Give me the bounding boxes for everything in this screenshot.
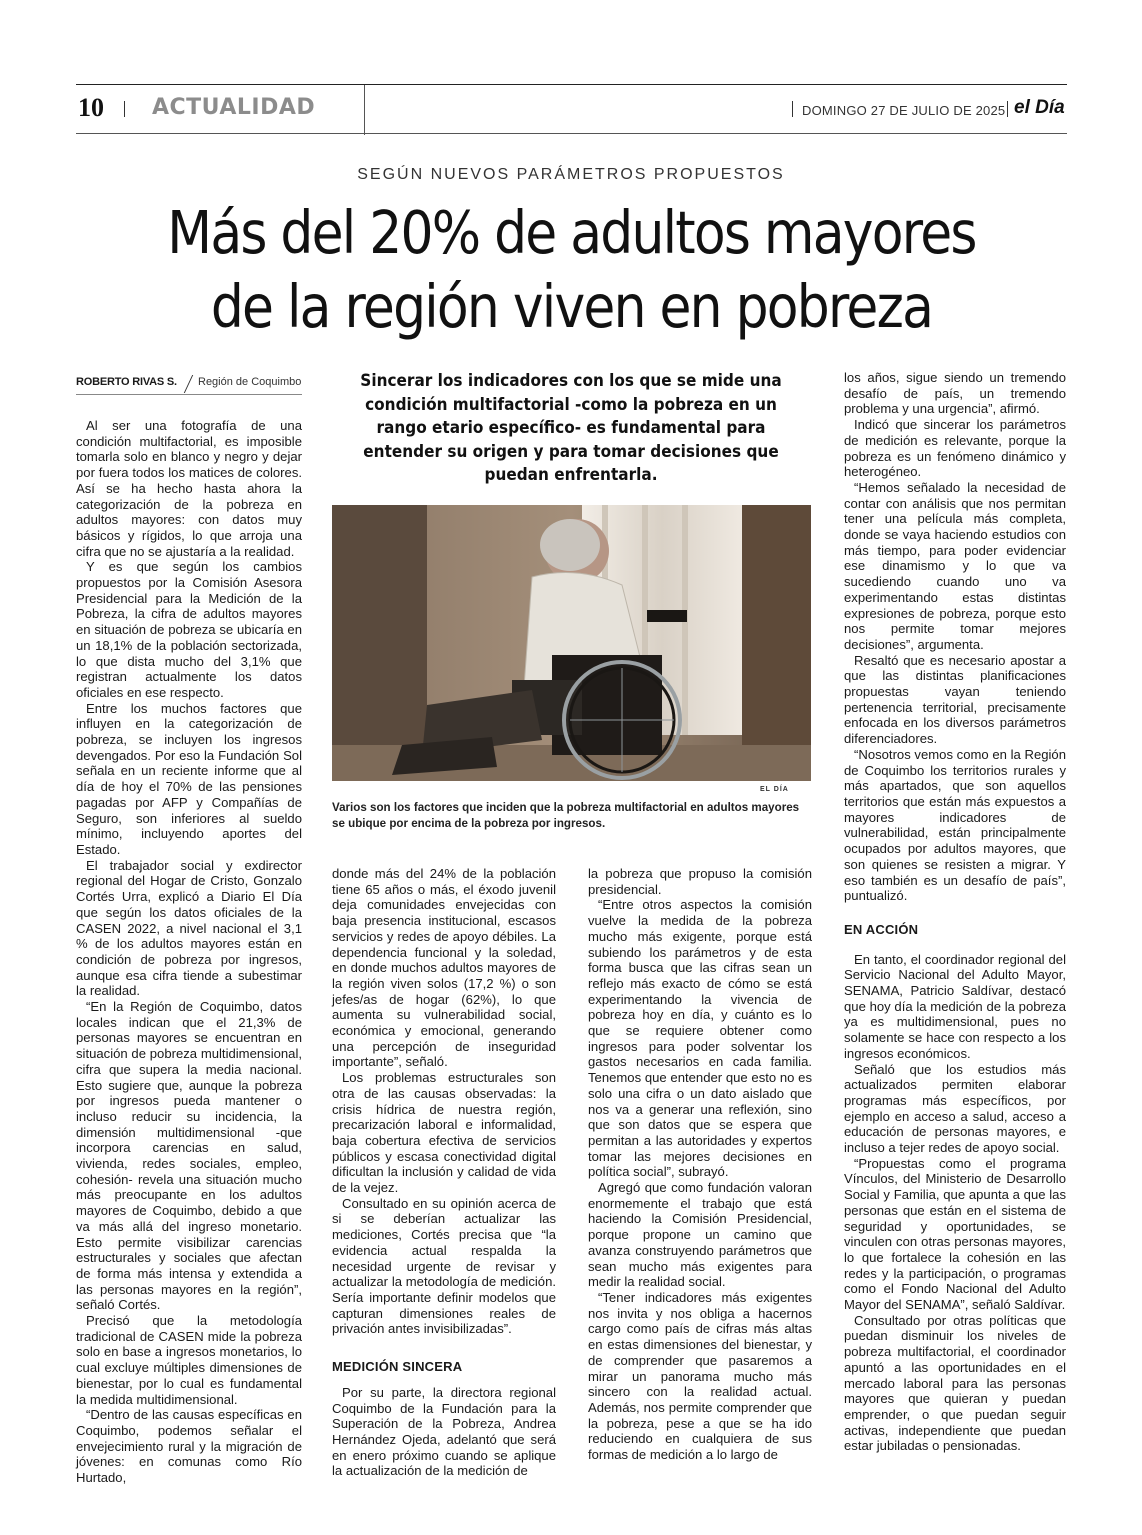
article-column-1	[76, 418, 302, 1486]
elderly-man-wheelchair-illustration	[332, 505, 811, 781]
paragraph: “Propuestas como el programa Vínculos, del Ministerio de Desarrollo Social y Familia, que apunta a que las personas que están en el sistema de seguridad y oportunidades, se vinculen con otras personas mayores, lo que fortalece la cohesión en las redes y la participación, o programas como el Fondo Nacional del Adulto Mayor del SENAMA”, señaló Saldívar.	[844, 1155, 1066, 1313]
header-divider	[792, 101, 793, 117]
article-kicker: SEGÚN NUEVOS PARÁMETROS PROPUESTOS	[357, 166, 785, 183]
byline-location: Región de Coquimbo	[198, 376, 302, 388]
paragraph: Indicó que sincerar los parámetros de medición es relevante, porque la pobreza es un fenómeno dinámico y heterogéneo.	[844, 417, 1066, 480]
paragraph: los años, sigue siendo un tremendo desafío de país, un tremendo problema y una urgencia”, afirmó.	[844, 370, 1066, 417]
article-headline	[135, 196, 1007, 344]
byline	[76, 376, 302, 394]
paragraph: la pobreza que propuso la comisión presidencial.	[588, 866, 812, 897]
subheading: EN ACCIÓN	[844, 921, 919, 937]
header-divider	[124, 101, 125, 117]
paragraph: Por su parte, la directora regional Coquimbo de la Fundación para la Superación de la Pobreza, Andrea Hernández Ojeda, adelantó que será en enero próximo cuando se aplique la actualización de la medición de	[332, 1384, 556, 1479]
photo-credit: EL DÍA	[760, 786, 789, 793]
issue-date: DOMINGO 27 DE JULIO DE 2025	[802, 103, 1006, 118]
article-column-4	[844, 370, 1066, 1454]
section-name: ACTUALIDAD	[152, 95, 316, 120]
paragraph: Al ser una fotografía de una condición multifactorial, es imposible tomarla solo en blanco y negro y dejar por fuera todos los matices de colores. Así se ha hecho hasta ahora la categorización de la pobreza en adultos mayores: con datos muy básicos y rígidos, lo que arroja una cifra que no se ajustaría a la realidad.	[76, 418, 302, 559]
paragraph: Entre los muchos factores que influyen en la categorización de pobreza, se incluyen los ingresos devengados. Por eso la Fundación Sol señala en un reciente informe que al día de hoy el 70% de las pensiones pagadas por AFP y Compañías de Seguro, son inferiores al sueldo mínimo, incluyendo aportes del Estado.	[76, 700, 302, 857]
paragraph: “Tener indicadores más exigentes nos invita y nos obliga a hacernos cargo como país de cifras más altas en estas dimensiones del bienestar, y de comprender que pasaremos a mirar un panorama mucho más sincero con la realidad actual. Además, nos permite comprender que la pobreza, pese a que se ha ido reduciendo en cualquiera de sus formas de medición a lo largo de	[588, 1289, 812, 1463]
headline-line: de la región viven en pobreza	[210, 272, 933, 341]
subheading: MEDICIÓN SINCERA	[332, 1359, 463, 1375]
header-divider	[364, 85, 365, 135]
paragraph: El trabajador social y exdirector regional del Hogar de Cristo, Gonzalo Cortés Urra, explicó a Diario El Día que según los datos oficiales de la CASEN 2022, a nivel nacional el 3,1 % de los adultos mayores están en condición de pobreza por ingresos, aunque esa cifra tiende a subestimar la realidad.	[76, 857, 302, 999]
paragraph: Precisó que la metodología tradicional de CASEN mide la pobreza solo en base a ingresos monetarios, lo cual excluye múltiples dimensiones de bienestar, por lo cual es fundamental la medida multidimensional.	[76, 1313, 302, 1407]
photo-caption: Varios son los factores que inciden que la pobreza multifactorial en adultos mayores se ubique por encima de la pobreza por ingresos.	[332, 801, 800, 830]
paragraph: “En la Región de Coquimbo, datos locales indican que el 21,3% de personas mayores se encuentran en situación de pobreza multidimensional, cifra que supera la media nacional. Esto sugiere que, aunque la pobreza por ingresos pueda mantener o incluso reducir su incidencia, la dimensión multidimensional -que incorpora carencias en salud, vivienda, redes sociales, empleo, cohesión- revela una situación mucho más preocupante en los adultos mayores de Coquimbo, debido a que va más allá del ingreso monetario. Esto permite visibilizar carencias estructurales y sociales que afectan de forma más intensa y extendida a las personas mayores en la región”, señaló Cortés.	[76, 999, 302, 1313]
paragraph: Resaltó que es necesario apostar a que las distintas planificaciones propuestas vayan teniendo pertenencia territorial, precisamente enfocada en los diversos parámetros diferenciadores.	[844, 652, 1066, 747]
paragraph: Los problemas estructurales son otra de las causas observadas: la crisis hídrica de nuestra región, precarización laboral e informalidad, baja cobertura efectiva de servicios públicos y escasa conectividad digital dificultan la inclusión y calidad de vida de la vejez.	[332, 1070, 556, 1196]
paragraph: Señaló que los estudios más actualizados permiten elaborar programas más específicos, por ejemplo en acceso a salud, acceso a educación de personas mayores, e incluso a tejer redes de apoyo social.	[844, 1061, 1066, 1156]
byline-rule	[76, 394, 302, 395]
paragraph: Consultado por otras políticas que puedan disminuir los niveles de pobreza multifactorial, el coordinador apuntó a las oportunidades en el mercado laboral para las personas mayores que quieran y puedan emprender, o que puedan seguir activas, independiente que puedan estar jubiladas o pensionadas.	[844, 1312, 1066, 1454]
article-lead: Sincerar los indicadores con los que se mide una condición multifactorial -como la pobreza en un rango etario específico- es fundamental para entender su origen y para tomar decisiones que puedan enfrentarla.	[360, 371, 782, 485]
paragraph: “Nosotros vemos como en la Región de Coquimbo los territorios rurales y más apartados, que son aquellos territorios que están más expuestos a mayores indicadores de vulnerabilidad, están principalmente ocupados por adultos mayores, que son quienes se resisten a migrar. Y eso también es un desafío de país”, puntualizó.	[844, 746, 1066, 904]
article-column-3	[588, 866, 812, 1463]
page-header	[76, 84, 1067, 134]
paragraph: donde más del 24% de la población tiene 65 años o más, el éxodo juvenil deja comunidades envejecidas con baja presencia institucional, escasos servicios y redes de apoyo débiles. La dependencia funcional y la soledad, en donde muchos adultos mayores de la región viven solos (17,2 %) o son jefes/as de hogar (62%), lo que aumenta su vulnerabilidad social, económica y emocional, generando una percepción de inseguridad importante”, señaló.	[332, 866, 556, 1070]
paragraph: “Hemos señalado la necesidad de contar con análisis que nos permitan tener una película más completa, donde se vaya haciendo estudios con más tiempo, para poder evidenciar ese dinamismo y lo que va sucediendo cuando uno va experimentando estas distintas expresiones de pobreza, porque esto nos permite tomar mejores decisiones”, argumenta.	[844, 479, 1066, 652]
paragraph: Consultado en su opinión acerca de si se deberían actualizar las mediciones, Cortés precisa que “la evidencia actual respalda la necesidad urgente de revisar y actualizar la metodología de medición. Sería importante definir modelos que capturan dimensiones reales de privación antes invisibilizadas”.	[332, 1195, 556, 1337]
article-photo	[332, 505, 811, 781]
byline-slash	[184, 375, 193, 393]
author-name: ROBERTO RIVAS S.	[76, 376, 177, 388]
paragraph: “Dentro de las causas específicas en Coquimbo, podemos señalar el envejecimiento rural y la migración de jóvenes: en comunas como Río Hurtado,	[76, 1407, 302, 1486]
article-column-2	[332, 866, 556, 1479]
paragraph: Agregó que como fundación valoran enormemente el trabajo que está haciendo la Comisión Presidencial, porque propone un camino que avanza construyendo parámetros que sean mucho más exigentes para medir la realidad social.	[588, 1180, 812, 1290]
paragraph: En tanto, el coordinador regional del Servicio Nacional del Adulto Mayor, SENAMA, Patricio Saldívar, destacó que hoy día la medición de la pobreza ya es multidimensional, pues no solamente se hace con respecto a los ingresos económicos.	[844, 951, 1066, 1061]
newspaper-logo: el Día	[1014, 97, 1065, 118]
header-divider	[1007, 101, 1008, 117]
headline-line: Más del 20% de adultos mayores	[167, 198, 976, 267]
paragraph: “Entre otros aspectos la comisión vuelve la medida de la pobreza mucho más exigente, porque está subiendo los parámetros y de esta forma busca que las cifras sean un reflejo más exacto de cómo se está experimentando la vivencia de pobreza hoy en día, y cuánto es lo que se requiere obtener como ingresos para poder solventar los gastos necesarios en cada familia. Tenemos que entender que esto no es solo una cifra o un dato aislado que nos va a generar una reflexión, sino que son datos que se espera que permitan a las autoridades y expertos tomar las mejores decisiones en política social”, subrayó.	[588, 897, 812, 1180]
paragraph: Y es que según los cambios propuestos por la Comisión Asesora Presidencial para la Medición de la Pobreza, la cifra de adultos mayores en situación de pobreza se ubicaría en un 18,1% de la población sectorizada, lo que dista mucho del 3,1% que registran actualmente los datos oficiales en ese respecto.	[76, 559, 302, 700]
page-number: 10	[78, 93, 104, 122]
